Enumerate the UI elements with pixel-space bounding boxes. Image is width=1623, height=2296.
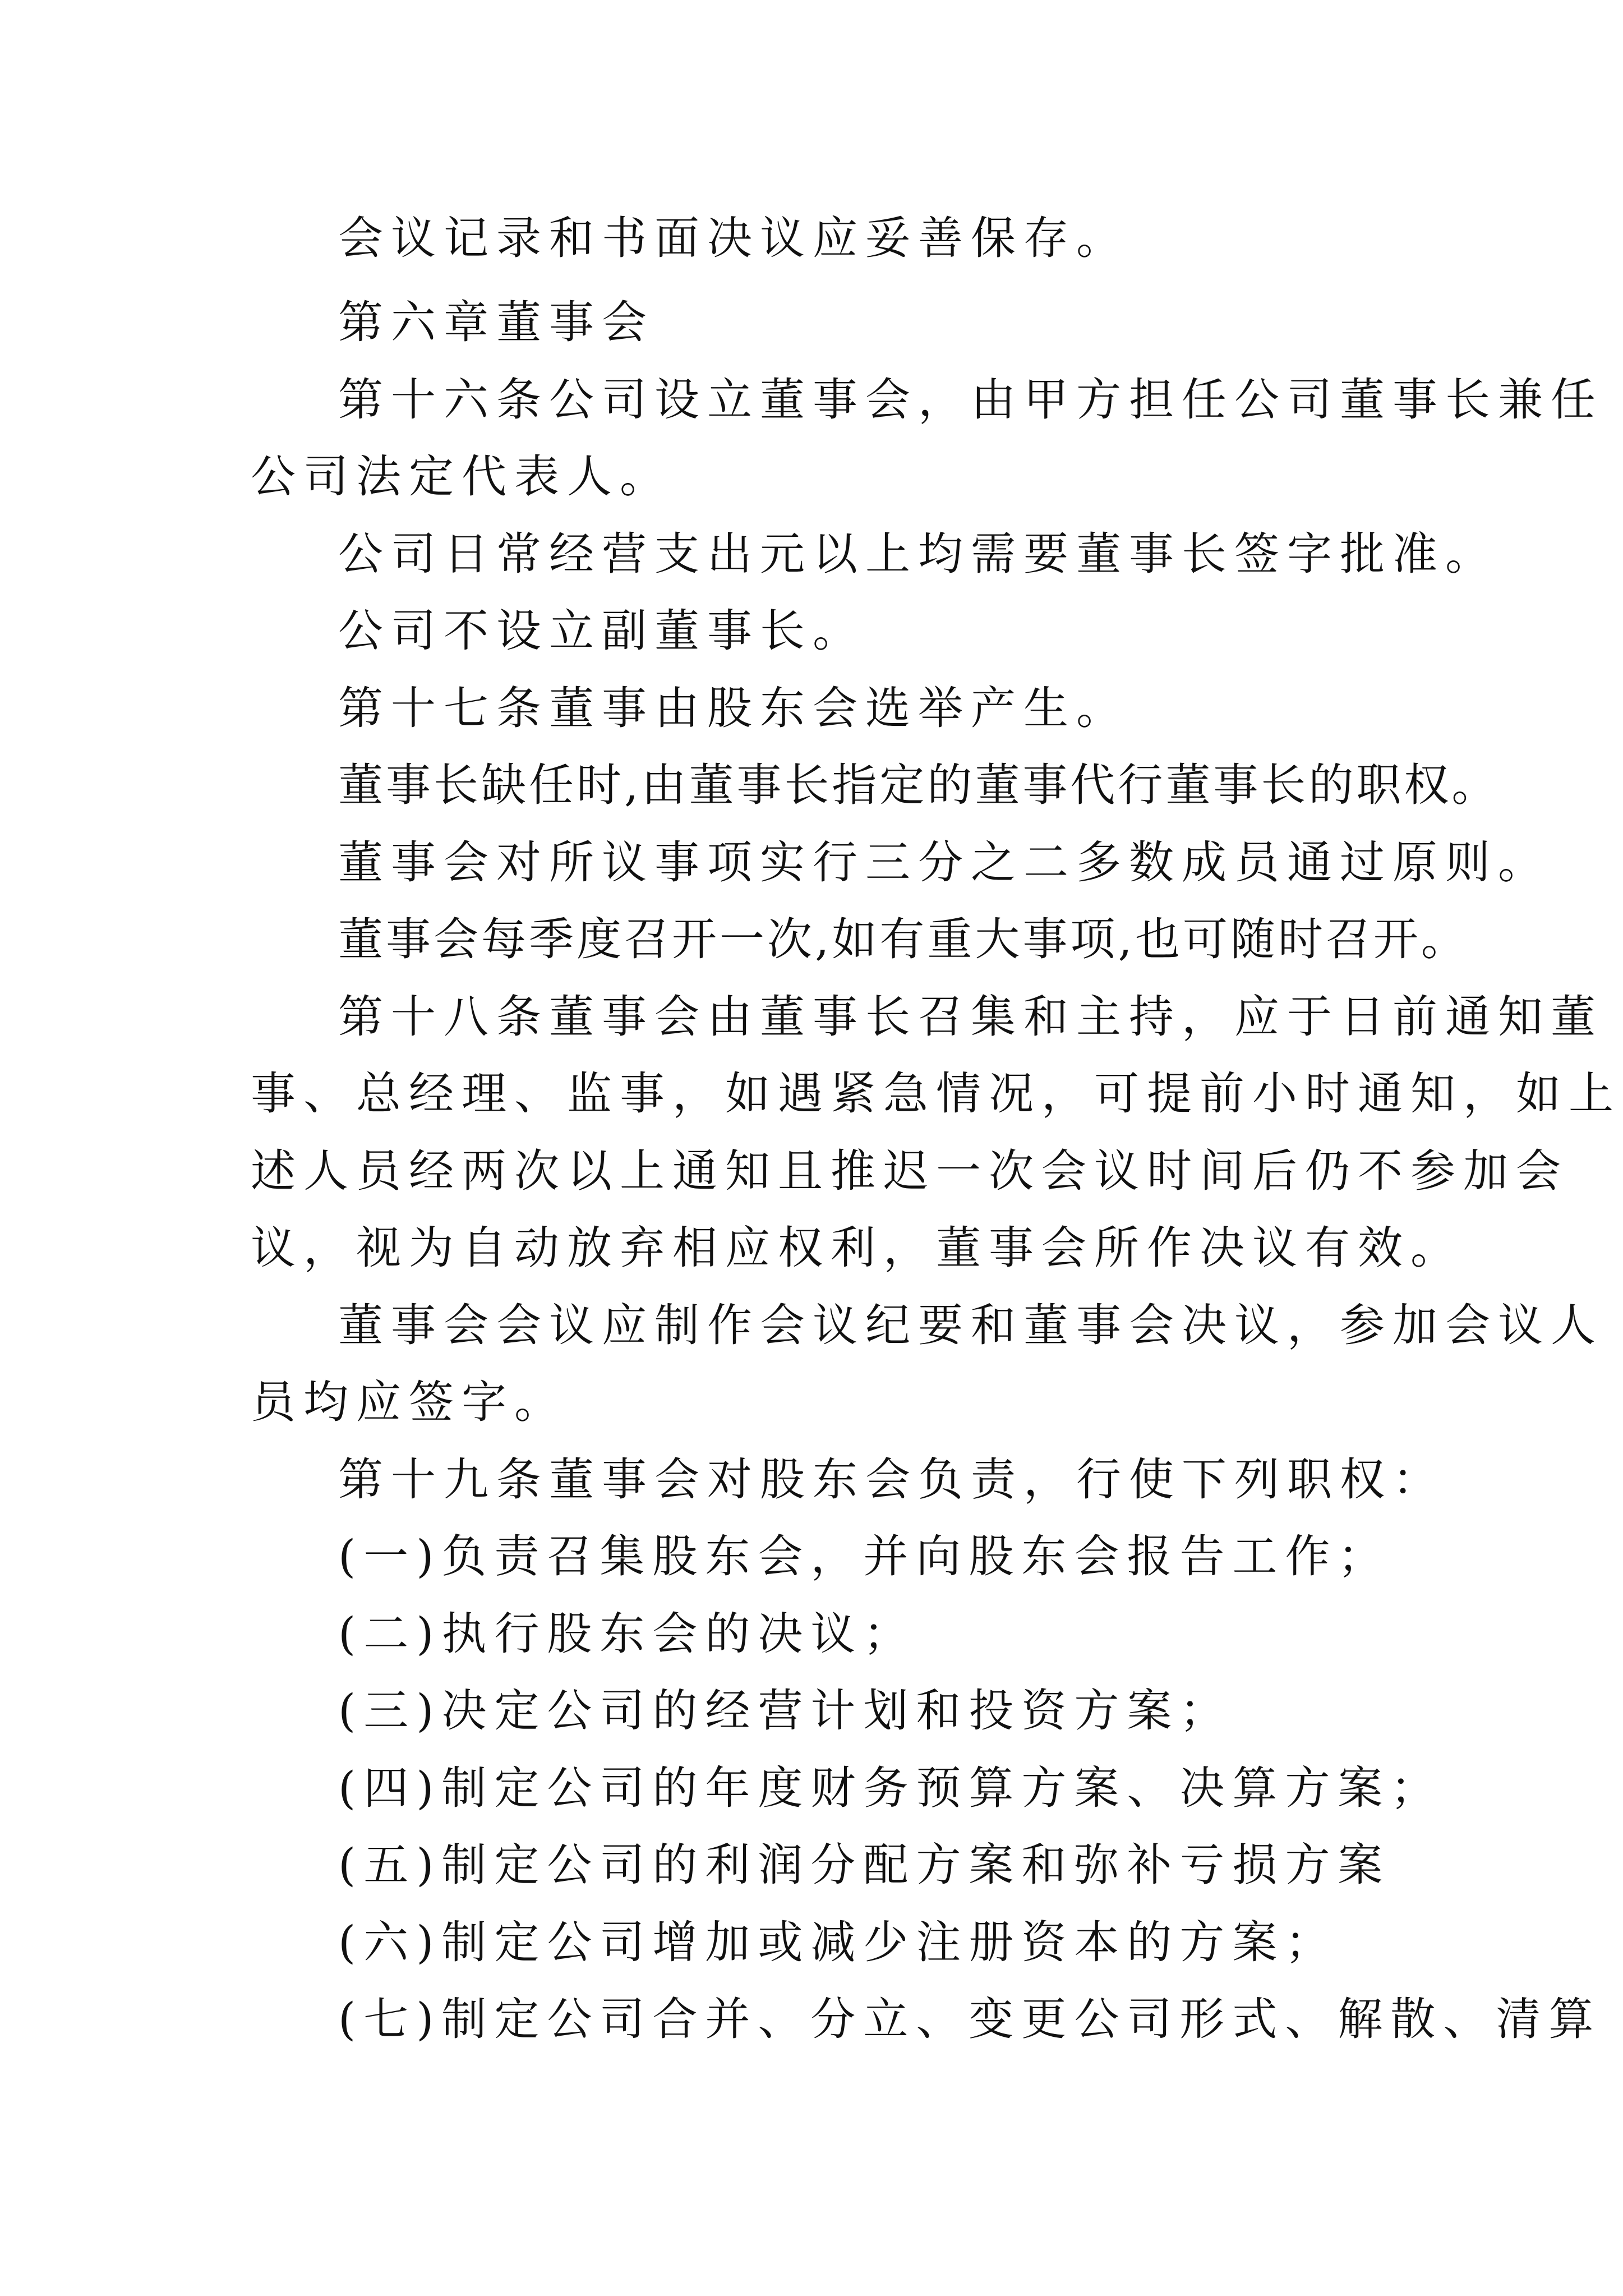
list-item: (五)制定公司的利润分配方案和弥补亏损方案 [338,1839,1391,1891]
text-line: 会议记录和书面决议应妥善保存。 [338,212,1129,264]
text-line: 公司日常经营支出元以上均需要董事长签字批准。 [338,528,1498,580]
text-line: 事、总经理、监事，如遇紧急情况，可提前小时通知，如上 [251,1068,1621,1120]
text-line: 第十六条公司设立董事会，由甲方担任公司董事长兼任 [338,374,1603,426]
text-line: 董事长缺任时,由董事长指定的董事代行董事长的职权。 [338,759,1500,811]
text-line: 公司不设立副董事长。 [338,605,865,657]
list-item: (四)制定公司的年度财务预算方案、决算方案； [338,1762,1444,1814]
chapter-heading: 第六章董事会 [338,296,654,348]
text-line: 第十八条董事会由董事长召集和主持，应于日前通知董 [338,991,1603,1043]
list-item: (一)负责召集股东会，并向股东会报告工作； [338,1530,1391,1582]
text-line: 董事会每季度召开一次,如有重大事项,也可随时召开。 [338,913,1469,965]
list-item: (七)制定公司合并、分立、变更公司形式、解散、清算 [338,1993,1602,2045]
text-line: 议，视为自动放弃相应权利，董事会所作决议有效。 [251,1222,1463,1274]
text-line: 第十九条董事会对股东会负责，行使下列职权： [338,1453,1445,1506]
list-item: (三)决定公司的经营计划和投资方案； [338,1685,1233,1737]
text-line: 公司法定代表人。 [251,450,672,503]
text-line: 第十七条董事由股东会选举产生。 [338,682,1129,734]
text-line: 员均应签字。 [251,1376,567,1428]
text-line: 述人员经两次以上通知且推迟一次会议时间后仍不参加会 [251,1145,1569,1197]
text-line: 董事会对所议事项实行三分之二多数成员通过原则。 [338,836,1551,889]
list-item: (二)执行股东会的决议； [338,1608,916,1660]
list-item: (六)制定公司增加或减少注册资本的方案； [338,1916,1338,1968]
text-line: 董事会会议应制作会议纪要和董事会决议，参加会议人 [338,1299,1603,1351]
